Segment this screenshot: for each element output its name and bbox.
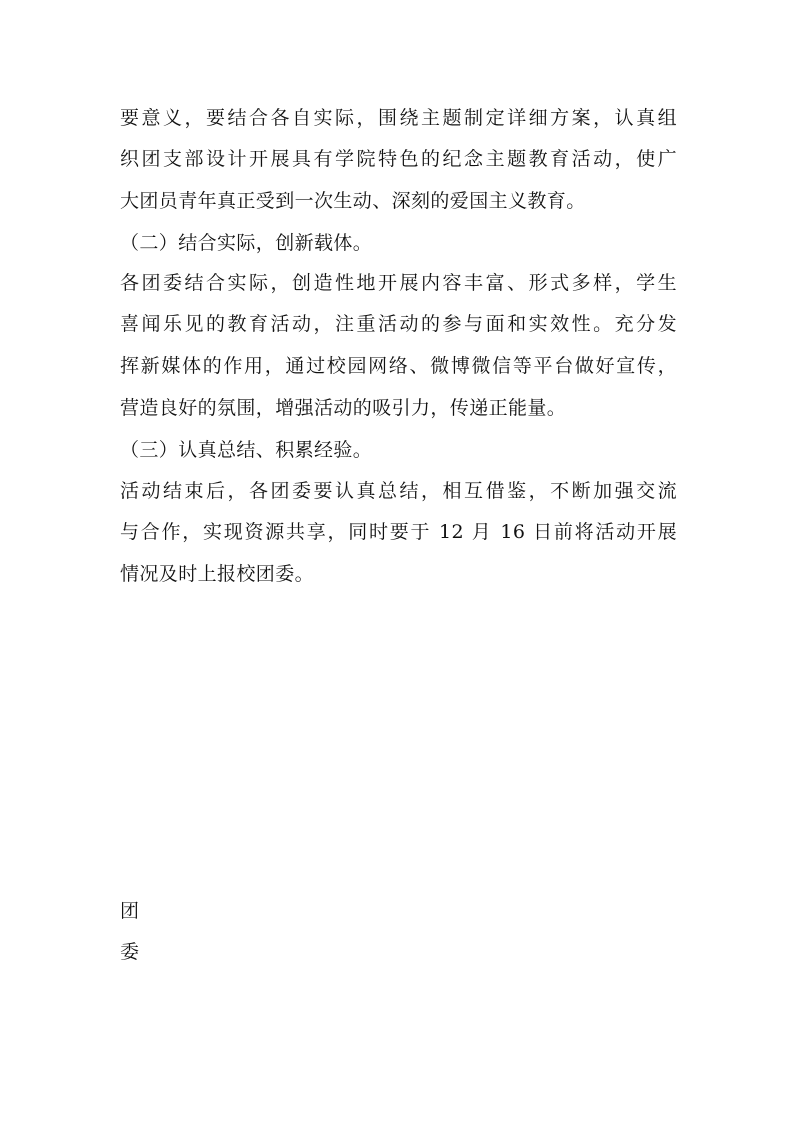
- paragraph-1-line-2: 织团支部设计开展具有学院特色的纪念主题教育活动，使广: [120, 148, 677, 170]
- paragraph-1-line-1: 要意义，要结合各自实际，围绕主题制定详细方案，认真组: [120, 107, 677, 129]
- paragraph-2-line-1: 各团委结合实际，创造性地开展内容丰富、形式多样，学生: [120, 272, 677, 294]
- paragraph-3-line-3: 情况及时上报校团委。: [120, 563, 315, 585]
- section-heading-3: （三）认真总结、积累经验。: [120, 439, 373, 461]
- section-heading-2: （二）结合实际，创新载体。: [120, 232, 373, 254]
- paragraph-2-line-3: 挥新媒体的作用，通过校园网络、微博微信等平台做好宣传，: [120, 355, 677, 377]
- signature-char-2: 委: [120, 941, 140, 963]
- signature-char-1: 团: [120, 900, 140, 922]
- paragraph-1-line-3: 大团员青年真正受到一次生动、深刻的爱国主义教育。: [120, 190, 586, 212]
- paragraph-2-line-2: 喜闻乐见的教育活动，注重活动的参与面和实效性。充分发: [120, 313, 677, 335]
- paragraph-3-line-2: 与合作，实现资源共享，同时要于 12 月 16 日前将活动开展: [120, 521, 677, 543]
- paragraph-3-line-1: 活动结束后，各团委要认真总结，相互借鉴，不断加强交流: [120, 480, 677, 502]
- paragraph-2-line-4: 营造良好的氛围，增强活动的吸引力，传递正能量。: [120, 397, 567, 419]
